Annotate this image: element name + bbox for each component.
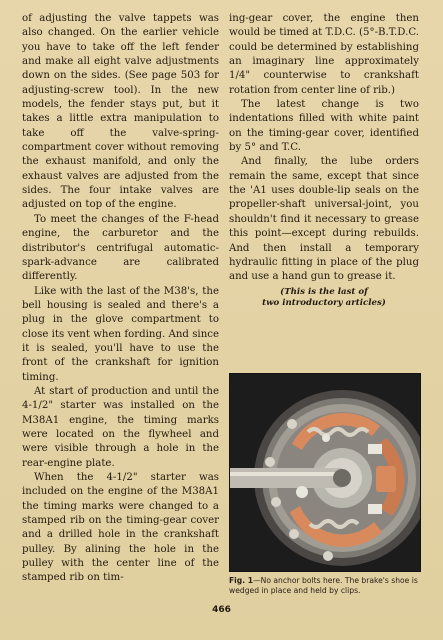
editor-note-line-2: two introductory articles) <box>262 297 386 308</box>
brake-assembly-photo <box>229 373 421 572</box>
paragraph-3: Like with the last of the M38's, the bell housing is sealed and there's a plug in the glove compartment to close its vent when fording. And since it is sealed, you'll have to use the front of the crankshaft for ignition timing. <box>22 285 219 383</box>
caption-label: Fig. 1 <box>229 576 254 585</box>
paragraph-4: At start of production and until the 4-1/2" starter was installed on the M38A1 engine, the timing marks were located on the flywheel and were visible through a hole in the rear-engine plate. <box>22 385 219 469</box>
page-number: 466 <box>212 605 231 615</box>
paragraph-6: ing-gear cover, the engine then would be timed at T.D.C. (5°-B.T.D.C. could be determined by establishing an imaginary line approximately 1/4" counterwise to crankshaft rotation from center line of rib.) <box>229 13 419 96</box>
caption-text: —No anchor bolts here. The brake's shoe is wedged in place and held by clips. <box>229 576 418 595</box>
figure-caption <box>229 576 421 596</box>
paragraph-5: When the 4-1/2" starter was included on the engine of the M38A1 the timing marks were changed to a stamped rib on the timing-gear cover and a drilled hole in the crankshaft pulley. By alining the hole in the pulley with the center line of the stamped rib on tim- <box>22 472 219 584</box>
paragraph-8: And finally, the lube orders remain the same, except that since the 'A1 uses double-lip seals on the propeller-shaft universal-joint, you shouldn't find it necessary to grease this point—except during rebuilds. And then install a temporary hydraulic fitting in place of the plug and use a hand gun to grease it. <box>229 156 419 283</box>
right-column <box>229 12 419 309</box>
editor-note <box>229 287 419 309</box>
paragraph-1: of adjusting the valve tappets was also changed. On the earlier vehicle you have to take off the left fender and make all eight valve adjustments down on the sides. (See page 503 for adjusting-screw tool). In the new models, the fender stays put, but it takes a little extra manipulation to take off the valve-spring-compartment cover without removing the exhaust manifold, and only the exhaust valves are adjusted from the sides. The four intake valves are adjusted on top of the engine. <box>22 13 219 211</box>
paragraph-7: The latest change is two indentations filled with white paint on the timing-gear cover, identified by 5° and T.C. <box>229 99 419 154</box>
editor-note-line-1: (This is the last of <box>280 286 368 297</box>
paragraph-2: To meet the changes of the F-head engine, the carburetor and the distributor's centrifugal automatic-spark-advance are calibrated differently. <box>22 213 219 283</box>
brake-illustration <box>230 374 420 571</box>
left-column <box>22 12 219 586</box>
